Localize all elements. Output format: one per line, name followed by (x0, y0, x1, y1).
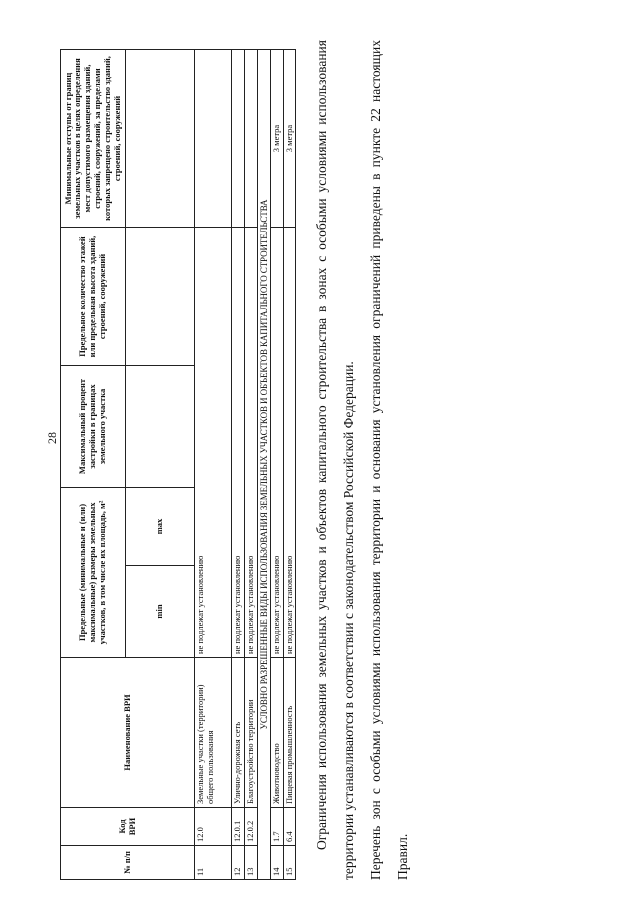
row-num: 12 (232, 846, 245, 880)
row-setback (195, 50, 232, 228)
table-row (283, 50, 296, 880)
section-title: УСЛОВНО РАЗРЕШЕННЫЕ ВИДЫ ИСПОЛЬЗОВАНИЯ ЗЕМЕЛЬНЫХ УЧАСТКОВ И ОБЪЕКТОВ КАПИТАЛЬНОГО СТРОИТЕЛЬСТВА (257, 50, 270, 880)
row-limits: не подлежат установлению (195, 228, 232, 658)
row-num: 14 (270, 846, 283, 880)
table-row (270, 50, 283, 880)
header-max: max (126, 488, 195, 566)
header-coverage: Максимальный процент застройки в границах земельного участка (61, 366, 126, 488)
row-setback (244, 50, 257, 228)
row-limits: не подлежат установлению (283, 228, 296, 658)
row-setback: 3 метра (283, 50, 296, 228)
table-row (195, 50, 232, 880)
table-section-row (257, 50, 270, 880)
rotated-page-content (60, 30, 580, 880)
header-code: Код ВРИ (61, 808, 195, 846)
table-row (232, 50, 245, 880)
row-name: Земельные участки (территории) общего пользования (195, 658, 232, 808)
table-header-row (61, 50, 126, 880)
row-name: Благоустройство территории (244, 658, 257, 808)
row-code: 6.4 (283, 808, 296, 846)
row-code: 12.0.1 (232, 808, 245, 846)
page-number: 28 (45, 432, 59, 444)
row-limits: не подлежат установлению (244, 228, 257, 658)
row-limits: не подлежат установлению (270, 228, 283, 658)
row-code: 12.0.2 (244, 808, 257, 846)
row-num: 15 (283, 846, 296, 880)
header-min: min (126, 566, 195, 658)
row-name: Животноводство (270, 658, 283, 808)
row-code: 1.7 (270, 808, 283, 846)
header-num: № п/п (61, 846, 195, 880)
row-code: 12.0 (195, 808, 232, 846)
row-setback: 3 метра (270, 50, 283, 228)
header-name: Наименование ВРИ (61, 658, 195, 808)
row-name: Улично-дорожная сеть (232, 658, 245, 808)
spacer-cell (126, 366, 195, 488)
paragraph-zone-list: Перечень зон с особыми условиями использования территории и основания установления ограничений приведены в пункте 22 настоящих Правил. (368, 40, 410, 880)
spacer-cell (126, 50, 195, 228)
header-size-limits: Предельные (минимальные и (или) максимальные) размеры земельных участков, в том числе их площадь, м² (61, 488, 126, 658)
row-name: Пищевая промышленность (283, 658, 296, 808)
zoning-parameters-table (60, 49, 296, 880)
row-limits: не подлежат установлению (232, 228, 245, 658)
row-num: 13 (244, 846, 257, 880)
row-num: 11 (195, 846, 232, 880)
header-setbacks: Минимальные отступы от границ земельных участков в целях определения мест допустимого размещения зданий, строений, сооружений, за пределами которых запрещено строительство зданий, строений, сооружений (61, 50, 126, 228)
spacer-cell (126, 228, 195, 366)
table-row (244, 50, 257, 880)
row-setback (232, 50, 245, 228)
header-floors: Предельное количество этажей или предельная высота зданий, строений, сооружений (61, 228, 126, 366)
paragraph-restrictions: Ограничения использования земельных участков и объектов капитального строительства в зонах с особыми условиями использования территории устанавливаются в соответствии с законодательством Российской Федерации. (314, 40, 356, 880)
text-block (308, 40, 416, 880)
